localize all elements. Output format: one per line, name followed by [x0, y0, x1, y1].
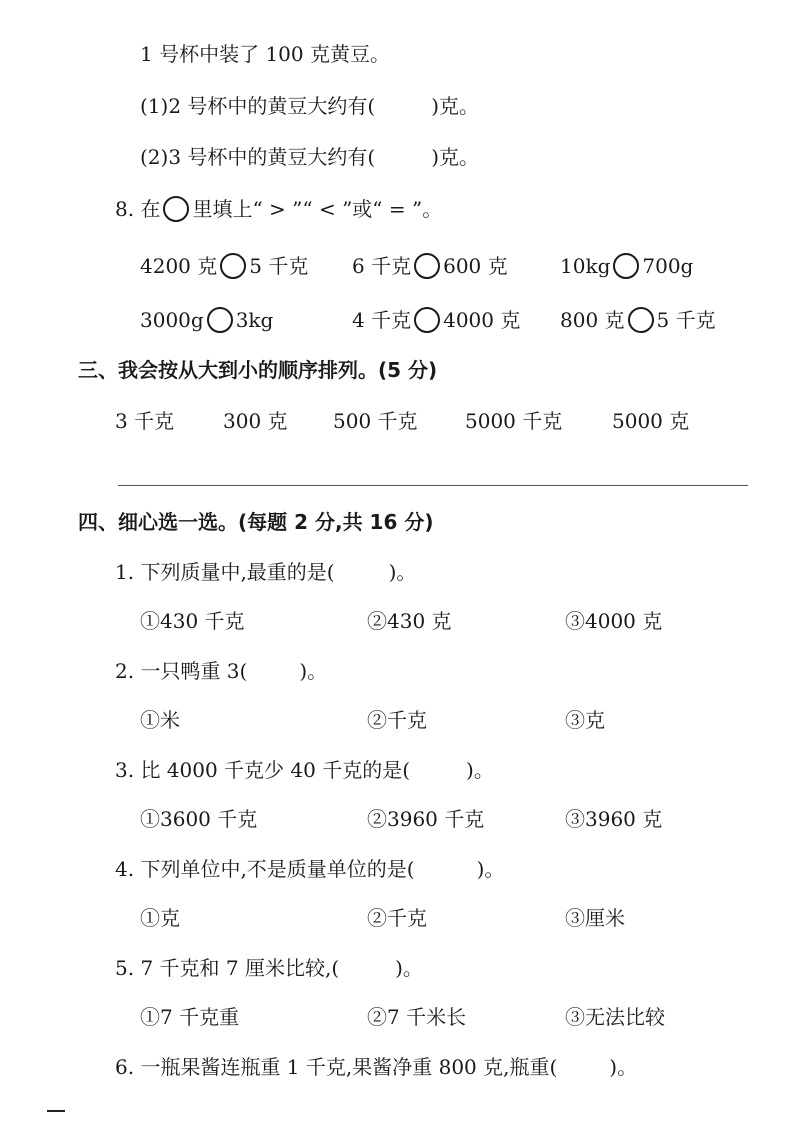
text-line-cup1: 1 号杯中装了 100 克黄豆。 [140, 42, 390, 66]
question-stem: 2. 一只鸭重 3( [115, 659, 248, 683]
compare-item [352, 306, 520, 334]
option-2[interactable]: ②3960 千克 [367, 807, 485, 831]
question-cup3 [140, 143, 479, 171]
option-2[interactable]: ②千克 [367, 708, 427, 732]
option-1[interactable]: ①米 [140, 708, 180, 732]
option-1[interactable]: ①430 千克 [140, 609, 245, 633]
question-suffix: )。 [476, 857, 505, 881]
compare-left: 4200 克 [140, 254, 218, 278]
option-2[interactable]: ②千克 [367, 906, 427, 930]
question-4-3 [115, 756, 494, 784]
option-1[interactable]: ①3600 千克 [140, 807, 258, 831]
section-4-heading: 四、细心选一选。(每题 2 分,共 16 分) [78, 510, 434, 534]
option-3[interactable]: ③厘米 [565, 906, 625, 930]
compare-left: 800 克 [560, 308, 625, 332]
question-cup2 [140, 92, 479, 120]
answer-circle[interactable] [414, 307, 440, 333]
prompt-text: 8. 在 [115, 197, 161, 221]
question-stem: 6. 一瓶果酱连瓶重 1 千克,果酱净重 800 克,瓶重( [115, 1055, 558, 1079]
question-suffix: )克。 [431, 145, 480, 169]
option-1[interactable]: ①克 [140, 906, 180, 930]
answer-circle[interactable] [220, 253, 246, 279]
question-4-1 [115, 558, 416, 586]
question-text: (1)2 号杯中的黄豆大约有( [140, 94, 376, 118]
answer-circle[interactable] [414, 253, 440, 279]
answer-circle[interactable] [613, 253, 639, 279]
page-corner-mark [47, 1110, 65, 1112]
answer-circle[interactable] [628, 307, 654, 333]
compare-left: 3000g [140, 308, 204, 332]
section-3-heading: 三、我会按从大到小的顺序排列。(5 分) [78, 358, 438, 382]
question-suffix: )。 [299, 659, 328, 683]
option-3[interactable]: ③无法比较 [565, 1005, 665, 1029]
question-8-prompt [115, 195, 442, 223]
order-item: 5000 千克 [465, 409, 563, 433]
option-2[interactable]: ②7 千米长 [367, 1005, 467, 1029]
compare-right: 600 克 [443, 254, 508, 278]
compare-left: 4 千克 [352, 308, 412, 332]
order-item: 300 克 [223, 409, 288, 433]
question-suffix: )克。 [431, 94, 480, 118]
question-stem: 5. 7 千克和 7 厘米比较,( [115, 956, 340, 980]
order-item: 500 千克 [333, 409, 418, 433]
compare-left: 6 千克 [352, 254, 412, 278]
option-3[interactable]: ③4000 克 [565, 609, 663, 633]
question-suffix: )。 [388, 560, 417, 584]
question-4-4 [115, 855, 504, 883]
question-4-5 [115, 954, 423, 982]
question-text: (2)3 号杯中的黄豆大约有( [140, 145, 376, 169]
option-3[interactable]: ③3960 克 [565, 807, 663, 831]
answer-circle[interactable] [207, 307, 233, 333]
option-2[interactable]: ②430 克 [367, 609, 452, 633]
question-suffix: )。 [609, 1055, 638, 1079]
question-stem: 4. 下列单位中,不是质量单位的是( [115, 857, 415, 881]
compare-right: 4000 克 [443, 308, 521, 332]
compare-item [352, 252, 508, 280]
compare-right: 5 千克 [656, 308, 716, 332]
compare-item [560, 252, 693, 280]
compare-right: 700g [642, 254, 694, 278]
order-item: 3 千克 [115, 409, 175, 433]
option-1[interactable]: ①7 千克重 [140, 1005, 240, 1029]
option-3[interactable]: ③克 [565, 708, 605, 732]
compare-item [140, 306, 273, 334]
question-suffix: )。 [466, 758, 494, 782]
question-4-6 [115, 1053, 637, 1081]
compare-right: 3kg [235, 308, 274, 332]
compare-item [140, 252, 308, 280]
compare-left: 10kg [560, 254, 611, 278]
compare-item [560, 306, 716, 334]
order-item: 5000 克 [612, 409, 690, 433]
question-suffix: )。 [395, 956, 423, 980]
question-stem: 3. 比 4000 千克少 40 千克的是( [115, 758, 411, 782]
circle-icon [163, 196, 189, 222]
question-stem: 1. 下列质量中,最重的是( [115, 560, 335, 584]
question-4-2 [115, 657, 327, 685]
answer-line[interactable] [118, 485, 748, 486]
prompt-text: 里填上“ > ”“ < ”或“ = ”。 [192, 197, 443, 221]
compare-right: 5 千克 [249, 254, 309, 278]
